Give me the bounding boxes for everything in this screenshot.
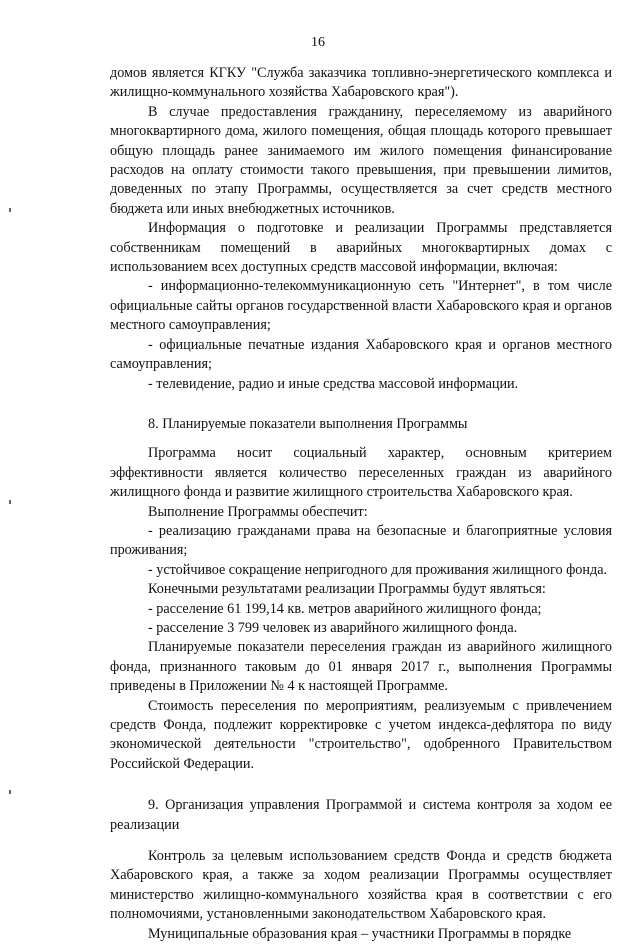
- list-item: - телевидение, радио и иные средства массовой информации.: [148, 375, 519, 392]
- list-item: - расселение 61 199,14 кв. метров аварийного жилищного фонда;: [148, 600, 542, 617]
- paragraph: Выполнение Программы обеспечит:: [148, 503, 368, 520]
- document-body: [110, 64, 612, 944]
- paragraph: Стоимость переселения по мероприятиям, реализуемым с привлечением средств Фонда, подлежит корректировке с учетом индекса-дефлятора по виду экономической деятельности "строительство", одобренного Правительством Российской Федерации.: [110, 697, 612, 772]
- paragraph: Программа носит социальный характер, основным критерием эффективности является количество переселенных граждан из аварийного жилищного фонда и развитие жилищного строительства Хабаровского края.: [110, 445, 612, 501]
- paragraph: Планируемые показатели переселения граждан из аварийного жилищного фонда, признанного таковым до 01 января 2017 г., выполнения Программы приведены в Приложении № 4 к настоящей Программе.: [110, 639, 612, 695]
- section-heading: 8. Планируемые показатели выполнения Программы: [148, 415, 468, 432]
- margin-mark: [9, 208, 11, 212]
- margin-mark: [9, 500, 11, 504]
- page-number: 16: [311, 35, 325, 50]
- list-item: - реализацию гражданами права на безопасные и благоприятные условия проживания;: [110, 522, 612, 559]
- paragraph: Муниципальные образования края – участники Программы в порядке: [148, 925, 572, 942]
- paragraph: Контроль за целевым использованием средств Фонда и средств бюджета Хабаровского края, а также за ходом реализации Программы осуществляет министерство жилищно-коммунального хозяйства края в соответствии с его полномочиями, установленными законодательством Хабаровского края.: [110, 848, 612, 923]
- paragraph: Конечными результатами реализации Программы будут являться:: [148, 581, 546, 598]
- paragraph: В случае предоставления гражданину, переселяемому из аварийного многоквартирного дома, жилого помещения, общая площадь которого превышает общую площадь ранее занимаемого им жилого помещения финансирование расходов на оплату стоимости такого превышения, при превышении лимитов, доведенных по этапу Программы, осуществляется за счет средств местного бюджета или иных внебюджетных источников.: [110, 103, 612, 217]
- list-item: - официальные печатные издания Хабаровского края и органов местного самоуправления;: [110, 336, 612, 373]
- paragraph: домов является КГКУ "Служба заказчика топливно-энергетического комплекса и жилищно-коммунального хозяйства Хабаровского края").: [110, 65, 612, 101]
- margin-mark: [9, 790, 11, 794]
- list-item: - информационно-телекоммуникационную сеть "Интернет", в том числе официальные сайты органов государственной власти Хабаровского края и органов местного самоуправления;: [110, 278, 612, 334]
- section-heading: 9. Организация управления Программой и система контроля за ходом ее реализации: [110, 797, 612, 833]
- paragraph: Информация о подготовке и реализации Программы представляется собственникам помещений в аварийных многоквартирных домах с использованием всех доступных средств массовой информации, включая:: [110, 220, 612, 276]
- list-item: - расселение 3 799 человек из аварийного жилищного фонда.: [148, 619, 518, 636]
- list-item: - устойчивое сокращение непригодного для проживания жилищного фонда.: [148, 561, 608, 578]
